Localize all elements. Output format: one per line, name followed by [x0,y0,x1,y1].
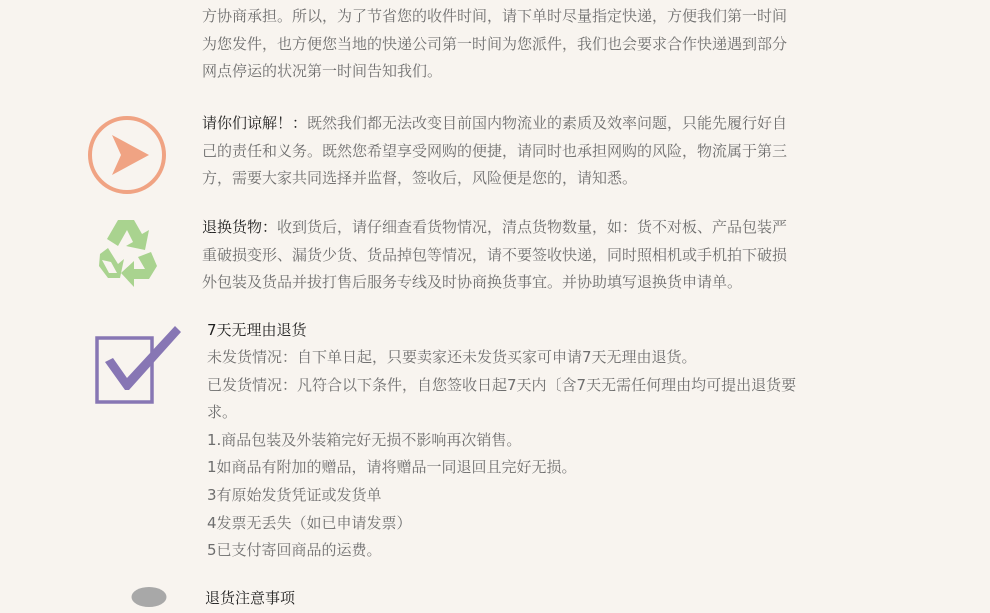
arrow-circle-icon [87,115,167,195]
return-section [207,317,847,565]
intro-line-1: 方协商承担。所以，为了节省您的收件时间，请下单时尽量指定快递，方便我们第一时间 [202,7,788,25]
intro-line-2: 为您发件，也方便您当地的快递公司第一时间为您派件，我们也会要求合作快递遇到部分 [202,34,788,53]
return-line-7: 4发票无丢失（如已申请发票） [207,513,412,532]
understand-label: 请你们谅解！： [202,114,308,132]
exchange-label: 退换货物： [202,218,278,236]
exchange-paragraph [202,214,842,297]
return-line-4: 1.商品包装及外装箱完好无损不影响再次销售。 [207,430,522,449]
understand-paragraph [202,110,842,193]
intro-line-3: 网点停运的状况第一时间告知我们。 [202,62,443,80]
understand-line-2: 己的责任和义务。既然您希望享受网购的便捷，请同时也承担网购的风险，物流属于第三 [202,141,788,160]
return-line-8: 5已支付寄回商品的运费。 [207,541,382,560]
intro-paragraph [202,3,842,86]
understand-line-3: 方，需要大家共同选择并监督，签收后，风险便是您的，请知悉。 [202,169,638,187]
understand-line-1: 既然我们都无法改变目前国内物流业的素质及效率问题，只能先履行好自 [307,114,788,132]
notice-title: 退货注意事项 [205,589,296,607]
return-line-6: 3有原始发货凭证或发货单 [207,485,382,504]
exchange-line-2: 重破损变形、漏货少货、货品掉包等情况，请不要签收快递，同时照相机或手机拍下破损 [202,245,788,264]
exchange-line-3: 外包装及货品并拔打售后服务专线及时协商换货事宜。并协助填写退换货申请单。 [202,273,743,291]
exchange-line-1: 收到货后，请仔细查看货物情况，清点货物数量，如：货不对板、产品包装严 [277,218,788,236]
return-title: 7天无理由退货 [207,321,307,339]
return-line-1: 未发货情况：自下单日起，只要卖家还未发货买家可申请7天无理由退货。 [207,348,697,366]
checkbox-icon [93,320,185,408]
return-line-3: 求。 [207,403,238,422]
gray-oval-icon [130,586,168,608]
recycle-icon [96,216,158,288]
return-line-2: 已发货情况：凡符合以下条件，自您签收日起7天内〔含7天无需任何理由均可提出退货要 [207,375,797,394]
return-line-5: 1如商品有附加的赠品，请将赠品一同退回且完好无损。 [207,458,577,477]
